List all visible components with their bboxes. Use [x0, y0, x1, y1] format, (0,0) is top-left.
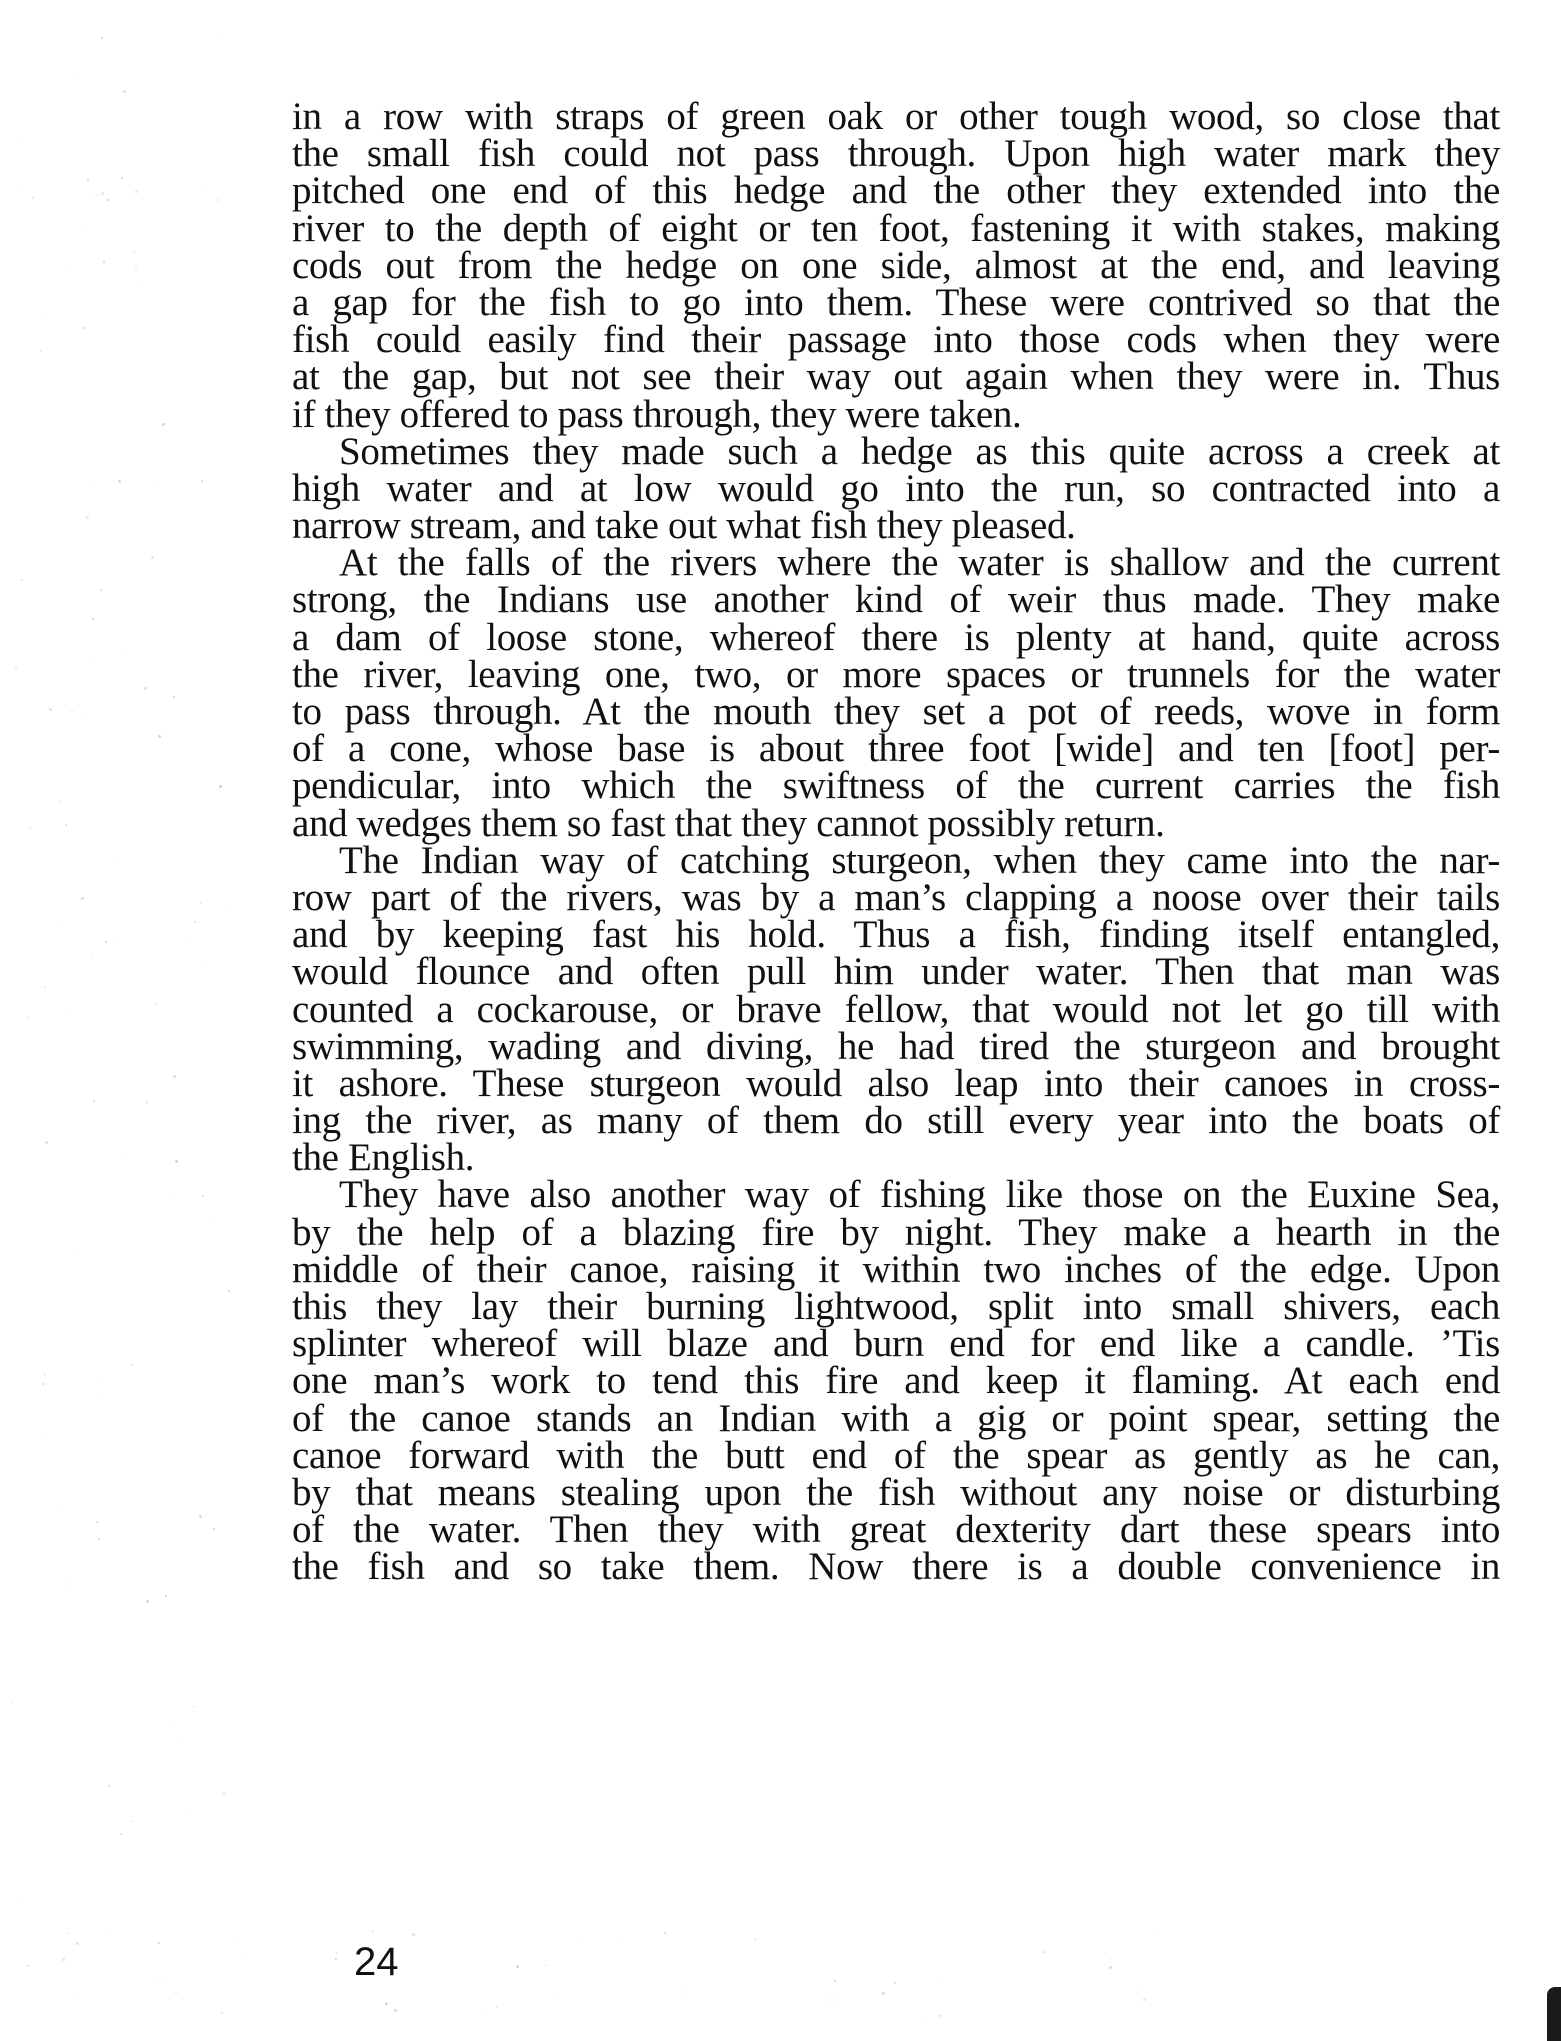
scan-speck	[49, 708, 52, 711]
text-line: Sometimes they made such a hedge as this quite across a creek at	[339, 429, 1500, 473]
scan-speck	[545, 1964, 547, 1966]
scan-speck	[108, 1931, 109, 1932]
scan-speck	[91, 954, 92, 955]
scan-speck	[118, 480, 121, 483]
page-number: 24	[354, 1940, 399, 1984]
scan-speck	[82, 224, 83, 225]
scan-speck	[44, 986, 46, 988]
scan-speck	[81, 897, 84, 900]
scan-speck	[1136, 1986, 1137, 1987]
scan-speck	[1143, 1998, 1146, 2001]
scan-speck	[496, 2006, 498, 2008]
text-line: the fish and so take them. Now there is a double convenience in	[292, 1545, 1500, 1589]
text-line: the English.	[292, 1136, 475, 1180]
scan-speck	[165, 1595, 167, 1597]
scan-speck	[936, 1982, 937, 1983]
scan-speck	[108, 1785, 110, 1787]
scan-speck	[144, 687, 147, 690]
scan-speck	[64, 264, 65, 265]
scan-speck	[146, 1600, 149, 1603]
scan-speck	[65, 1583, 67, 1585]
scan-speck	[1104, 1952, 1105, 1953]
scan-speck	[120, 1833, 122, 1835]
scan-speck	[78, 1251, 79, 1252]
scan-speck	[59, 800, 61, 802]
page-edge-mark	[1547, 1987, 1561, 2041]
text-line: cods out from the hedge on one side, almost at the end, and leaving	[292, 243, 1500, 287]
scan-speck	[151, 556, 154, 559]
scan-speck	[175, 1992, 177, 1994]
scan-speck	[664, 1932, 666, 1934]
text-line: at the gap, but not see their way out again when they were in. Thus	[292, 355, 1500, 399]
scan-speck	[29, 827, 31, 829]
scan-speck	[135, 268, 137, 270]
scan-speck	[86, 516, 89, 519]
scan-speck	[185, 1813, 186, 1814]
scan-speck	[173, 696, 175, 698]
text-line: ing the river, as many of them do still every year into the boats of	[292, 1099, 1500, 1143]
scan-speck	[227, 911, 228, 912]
scan-speck	[74, 1997, 75, 1998]
scan-speck	[193, 1706, 195, 1708]
scan-speck	[71, 710, 73, 712]
scan-speck	[238, 1939, 239, 1940]
scan-speck	[175, 1160, 178, 1163]
scan-speck	[96, 1521, 98, 1523]
scan-speck	[190, 940, 191, 941]
text-line: this they lay their burning lightwood, split into small shivers, each	[292, 1285, 1500, 1328]
scan-speck	[87, 714, 88, 715]
scan-speck	[126, 650, 127, 651]
scan-speck	[680, 1994, 681, 1995]
scan-speck	[220, 34, 221, 35]
text-line: splinter whereof will blaze and burn end for end like a candle. ’Tis	[292, 1322, 1500, 1366]
scan-speck	[221, 2012, 223, 2014]
scan-speck	[62, 1506, 63, 1507]
scan-speck	[101, 37, 103, 39]
scan-speck	[95, 194, 97, 196]
text-line: of a cone, whose base is about three foot [wide] and ten [foot] per-	[292, 727, 1500, 771]
scan-speck	[155, 1003, 157, 1005]
scan-speck	[244, 1955, 245, 1956]
scan-speck	[107, 199, 109, 201]
scan-speck	[121, 177, 123, 179]
scan-speck	[59, 921, 60, 922]
scan-speck	[194, 921, 196, 923]
scan-speck	[385, 2003, 387, 2005]
scan-speck	[27, 1965, 29, 1967]
text-line: one man’s work to tend this fire and keep it flaming. At each end	[292, 1359, 1500, 1403]
text-line: a dam of loose stone, whereof there is plenty at hand, quite across	[292, 615, 1500, 659]
body-text	[292, 95, 1500, 1589]
scan-speck	[21, 1898, 22, 1899]
scan-speck	[105, 941, 107, 943]
paragraph	[292, 541, 1500, 845]
scan-speck	[336, 1952, 338, 1954]
scan-speck	[926, 2019, 927, 2020]
paragraph	[292, 429, 1500, 548]
scan-speck	[65, 824, 67, 826]
scan-speck	[15, 667, 17, 669]
scan-speck	[83, 327, 85, 329]
scan-speck	[882, 1992, 885, 1995]
scan-speck	[204, 186, 205, 187]
scan-speck	[93, 1100, 95, 1102]
scan-speck	[1043, 1951, 1046, 1954]
text-line: narrow stream, and take out what fish they pleased.	[292, 504, 1076, 548]
scan-speck	[88, 662, 89, 663]
scan-speck	[1158, 1931, 1159, 1932]
text-line: river to the depth of eight or ten foot, fastening it with stakes, making	[292, 206, 1500, 250]
scan-speck	[939, 2014, 942, 2017]
scan-speck	[18, 184, 19, 185]
text-line: pitched one end of this hedge and the other they extended into the	[292, 169, 1500, 213]
scan-speck	[372, 1930, 374, 1932]
scan-speck	[76, 1942, 79, 1945]
scan-speck	[87, 179, 89, 181]
text-line: swimming, wading and diving, he had tired the sturgeon and brought	[292, 1024, 1500, 1068]
text-line: the river, leaving one, two, or more spaces or trunnels for the water	[292, 652, 1500, 696]
scan-speck	[831, 1999, 833, 2001]
scan-speck	[754, 1938, 756, 1940]
scan-speck	[103, 261, 105, 263]
text-line: The Indian way of catching sturgeon, when they came into the nar-	[339, 838, 1500, 882]
scan-speck	[412, 1933, 415, 1936]
scan-speck	[68, 1932, 70, 1934]
text-line: to pass through. At the mouth they set a pot of reeds, wove in form	[292, 690, 1500, 733]
scan-speck	[210, 1218, 211, 1219]
scan-speck	[217, 199, 219, 201]
text-line: fish could easily find their passage into those cods when they were	[292, 318, 1500, 362]
text-line: counted a cockarouse, or brave fellow, that would not let go till with	[292, 987, 1500, 1031]
text-line: and wedges them so fast that they cannot possibly return.	[292, 801, 1165, 845]
scan-speck	[42, 1383, 44, 1385]
scan-speck	[179, 1737, 180, 1738]
scan-speck	[170, 1722, 171, 1723]
text-line: high water and at low would go into the run, so contracted into a	[292, 466, 1500, 510]
scan-speck	[202, 1195, 204, 1197]
scan-speck	[394, 2009, 397, 2012]
text-line: and by keeping fast his hold. Thus a fish, finding itself entangled,	[292, 913, 1500, 957]
text-line: canoe forward with the butt end of the spear as gently as he can,	[292, 1433, 1500, 1477]
scan-speck	[132, 1820, 134, 1822]
scan-speck	[894, 1982, 896, 1984]
scan-speck	[145, 1101, 148, 1104]
text-line: of the canoe stands an Indian with a gig or point spear, setting the	[292, 1396, 1500, 1440]
text-line: They have also another way of fishing like those on the Euxine Sea,	[339, 1173, 1500, 1217]
scan-speck	[682, 1985, 683, 1986]
text-line: middle of their canoe, raising it within two inches of the edge. Upon	[292, 1247, 1500, 1291]
scan-speck	[158, 735, 161, 738]
scan-speck	[97, 1392, 98, 1393]
scan-speck	[62, 1958, 65, 1961]
scan-speck	[205, 961, 206, 962]
text-line: At the falls of the rivers where the water is shallow and the current	[339, 541, 1500, 585]
scan-speck	[27, 1017, 29, 1019]
scan-speck	[101, 1382, 102, 1383]
scan-speck	[21, 579, 23, 581]
scan-speck	[159, 1977, 161, 1979]
scan-speck	[44, 1434, 45, 1435]
text-line: of the water. Then they with great dexterity dart these spears into	[292, 1508, 1500, 1552]
scan-speck	[135, 190, 138, 193]
text-line: if they offered to pass through, they were taken.	[292, 392, 1022, 436]
text-line: the small fish could not pass through. Upon high water mark they	[292, 132, 1500, 176]
scan-speck	[125, 1159, 126, 1160]
scan-speck	[16, 141, 17, 142]
scan-speck	[582, 1938, 583, 1939]
paragraph	[292, 1173, 1500, 1589]
scan-speck	[66, 1013, 67, 1014]
scan-speck	[117, 937, 118, 938]
scan-speck	[123, 90, 126, 93]
scan-speck	[228, 1290, 230, 1292]
scan-speck	[42, 314, 43, 315]
text-line: a gap for the fish to go into them. These were contrived so that the	[292, 280, 1500, 324]
scan-speck	[162, 423, 165, 426]
scan-speck	[621, 1937, 622, 1938]
text-line: in a row with straps of green oak or other tough wood, so close that	[292, 95, 1500, 138]
scan-speck	[199, 1515, 202, 1518]
scan-speck	[119, 859, 120, 860]
text-line: would flounce and often pull him under water. Then that man was	[292, 950, 1500, 994]
scan-speck	[158, 1942, 160, 1944]
text-line: pendicular, into which the swiftness of the current carries the fish	[292, 764, 1500, 808]
text-line: row part of the rivers, was by a man’s clapping a noose over their tails	[292, 875, 1500, 919]
scan-speck	[169, 1197, 170, 1198]
scan-speck	[485, 2012, 486, 2013]
scan-speck	[100, 589, 102, 591]
text-line: by the help of a blazing fire by night. They make a hearth in the	[292, 1210, 1500, 1254]
paragraph	[292, 95, 1500, 436]
paragraph	[292, 838, 1500, 1180]
scan-speck	[101, 192, 104, 195]
scan-speck	[88, 481, 89, 482]
scan-speck	[834, 1980, 836, 1982]
scan-speck	[45, 1141, 48, 1144]
text-line: strong, the Indians use another kind of weir thus made. They make	[292, 578, 1500, 622]
scan-speck	[173, 1075, 176, 1078]
scan-speck	[213, 1528, 215, 1530]
scan-speck	[40, 349, 43, 352]
scan-speck	[219, 785, 222, 788]
scan-speck	[335, 1958, 337, 1960]
scan-speck	[32, 197, 34, 199]
text-line: by that means stealing upon the fish without any noise or disturbing	[292, 1470, 1500, 1514]
scan-speck	[77, 79, 78, 80]
scan-speck	[559, 1998, 560, 1999]
scan-speck	[200, 902, 202, 904]
scan-speck	[155, 486, 156, 487]
scan-speck	[516, 1965, 519, 1968]
scan-speck	[133, 251, 135, 253]
scan-speck	[131, 1364, 133, 1366]
scan-speck	[139, 284, 140, 285]
scan-speck	[44, 1374, 46, 1376]
scan-speck	[92, 618, 94, 620]
scan-speck	[223, 1792, 225, 1794]
scan-speck	[201, 480, 203, 482]
scan-speck	[98, 1538, 100, 1540]
text-line: it ashore. These sturgeon would also leap into their canoes in cross-	[292, 1061, 1500, 1105]
scan-speck	[1109, 1966, 1112, 1969]
scan-speck	[11, 1703, 12, 1704]
